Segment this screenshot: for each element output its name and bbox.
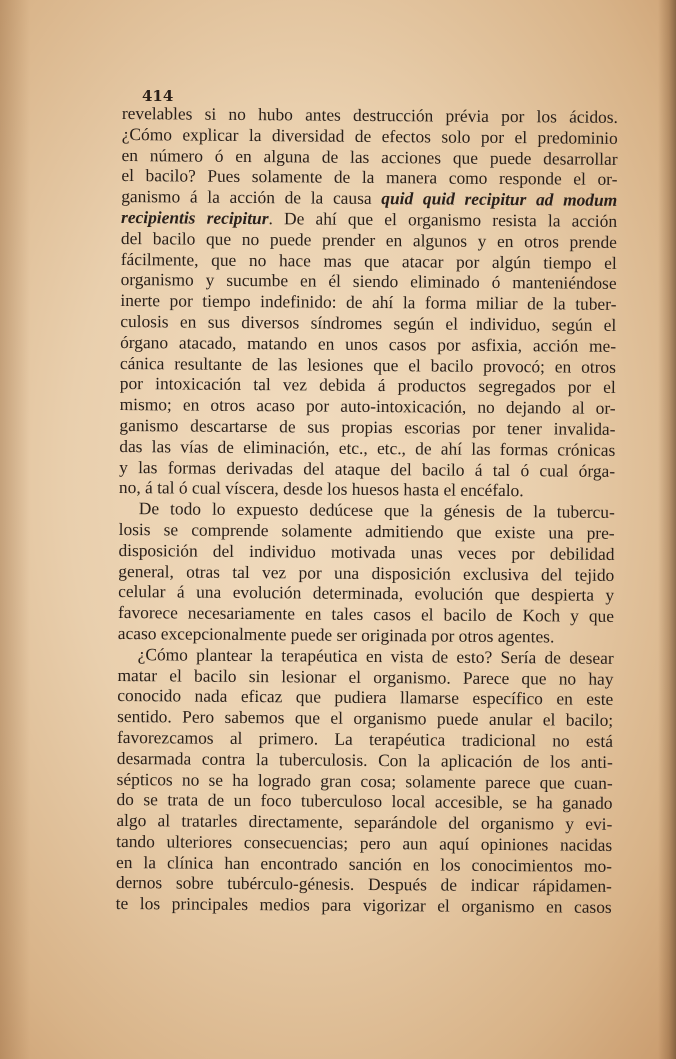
text-line: disposición del individuo motivada unas veces por debilidad <box>118 539 615 564</box>
text-line: sépticos no se ha logrado gran cosa; solamente parece que cuan- <box>116 768 613 793</box>
text-line: matar el bacilo sin lesionar el organismo. Parece que no hay <box>117 664 614 689</box>
text-line: órgano atacado, matando en unos casos por asfixia, acción me- <box>120 331 617 356</box>
text-line: revelables si no hubo antes destrucción prévia por los ácidos. <box>121 103 618 127</box>
text-line: desarmada contra la tuberculosis. Con la aplicación de los anti- <box>116 747 613 772</box>
text-line: en la clínica han encontrado sanción en los conocimientos mo- <box>115 851 613 876</box>
text-line: cánica resultante de las lesiones que el bacilo provocó; en otros <box>119 352 617 377</box>
text-line: por intoxicación tal vez debida á productos segregados por el <box>119 373 616 398</box>
text-line: no, á tal ó cual víscera, desde los huesos hasta el encéfalo. <box>118 477 524 501</box>
latin-phrase: quid quid recipitur ad modum <box>381 188 618 211</box>
text-line: do se trata de un foco tuberculoso local accesible, se ha ganado <box>116 789 613 814</box>
text-line: inerte por tiempo indefinido: de ahí la forma miliar de la tuber- <box>120 290 617 315</box>
page-left-shadow <box>0 0 30 1059</box>
text-line: celular á una evolución determinada, evolución que despierta y <box>118 581 615 606</box>
text-line: ¿Cómo explicar la diversidad de efectos solo por el predominio <box>121 123 618 148</box>
text-line: en número ó en alguna de las acciones que puede desarrollar <box>121 144 618 169</box>
text-line: conocido nada eficaz que pudiera llamarse específico en este <box>117 685 614 710</box>
page-number: 414 <box>142 87 174 105</box>
text-line: favorece necesariamente en tales casos el bacilo de Koch y que <box>117 602 615 627</box>
latin-phrase: recipientis recipitur <box>121 206 269 229</box>
text-fragment: ganismo á la acción de la causa <box>121 186 382 209</box>
text-line: ganismo descartarse de sus propias escorias por tener invalida- <box>119 414 616 439</box>
text-line: general, otras tal vez por una disposición exclusiva del tejido <box>118 560 615 585</box>
text-fragment: . De ahí que el organismo resista la acción <box>268 208 618 231</box>
text-line: ¿Cómo plantear la terapéutica en vista de esto? Sería de desear <box>137 643 614 668</box>
text-line: sentido. Pero sabemos que el organismo puede anular el bacilo; <box>117 706 614 730</box>
text-line: acaso excepcionalmente puede ser originada por otros agentes. <box>117 622 555 647</box>
text-line: De todo lo expuesto dedúcese que la génesis de la tubercu- <box>138 498 615 523</box>
text-line: algo al tratarles directamente, separándole del organismo y evi- <box>116 810 613 834</box>
text-line: tando ulteriores consecuencias; pero aun aquí opiniones nacidas <box>116 830 613 855</box>
text-line: culosis en sus diversos síndromes según el individuo, según el <box>120 310 617 335</box>
text-line: te los principales medios para vigorizar el organismo en casos <box>115 893 612 918</box>
body-text <box>116 103 618 918</box>
text-line: del bacilo que no puede prender en algunos y en otros prende <box>120 227 618 252</box>
page-right-edge <box>658 0 676 1059</box>
text-line: fácilmente, que no hace mas que atacar por algún tiempo el <box>120 248 617 273</box>
text-line: organismo y sucumbe en él siendo eliminado ó manteniéndose <box>120 269 617 294</box>
text-line: mismo; en otros acaso por auto-intoxicación, no dejando al or- <box>119 394 616 419</box>
text-line: das las vías de eliminación, etc., etc., de ahí las formas crónicas <box>119 435 616 460</box>
text-line: dernos sobre tubérculo-génesis. Después de indicar rápidamen- <box>115 872 612 897</box>
text-line: favorezcamos al primero. La terapéutica tradicional no está <box>116 726 614 751</box>
text-line: y las formas derivadas del ataque del bacilo á tal ó cual órga- <box>119 456 616 481</box>
text-line: losis se comprende solamente admitiendo que existe una pre- <box>118 518 615 543</box>
text-line: el bacilo? Pues solamente de la manera como responde el or- <box>121 165 618 190</box>
